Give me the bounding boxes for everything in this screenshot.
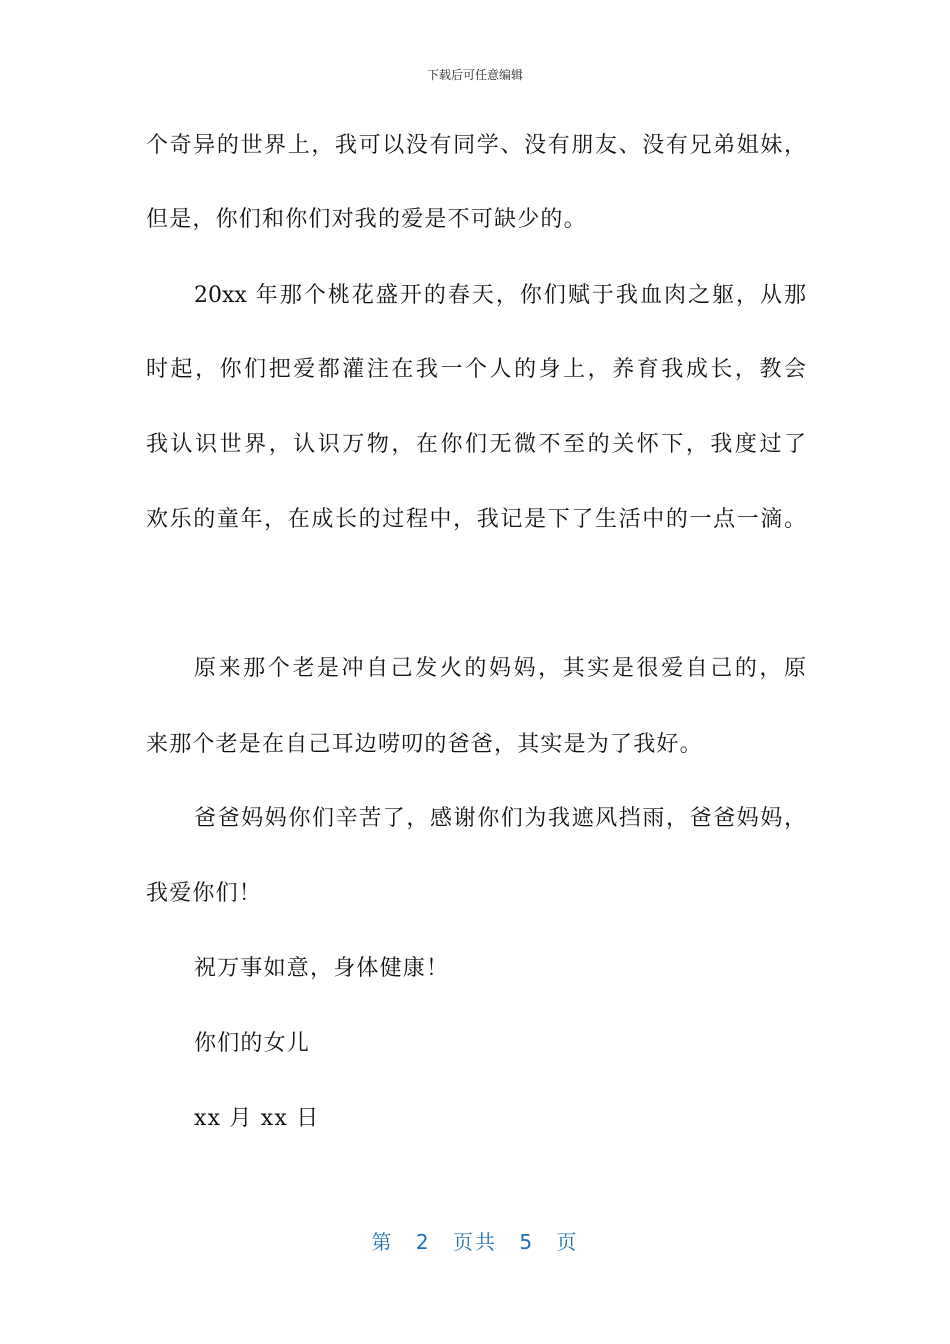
signature: 你们的女儿 [194, 1031, 311, 1056]
page-number: 第 2 页共 5 页 [371, 1230, 579, 1254]
header-note: 下载后可任意编辑 [426, 68, 523, 82]
body-line: 欢乐的童年，在成长的过程中，我记是下了生活中的一点一滴。 [146, 507, 806, 532]
body-line: 个奇异的世界上，我可以没有同学、没有朋友、没有兄弟姐妹， [146, 133, 806, 158]
body-line: 20xx 年那个桃花盛开的春天，你们赋于我血肉之躯，从那 [194, 283, 806, 308]
body-line: 时起，你们把爱都灌注在我一个人的身上，养育我成长，教会 [146, 357, 806, 382]
body-line: 来那个老是在自己耳边唠叨的爸爸，其实是为了我好。 [146, 732, 703, 757]
body-line: 我认识世界，认识万物，在你们无微不至的关怀下，我度过了 [146, 432, 806, 457]
closing-wish: 祝万事如意，身体健康！ [194, 956, 450, 981]
body-line: 但是，你们和你们对我的爱是不可缺少的。 [146, 207, 587, 232]
body-line: 爸爸妈妈你们辛苦了，感谢你们为我遮风挡雨，爸爸妈妈， [194, 806, 806, 831]
date-line: xx 月 xx 日 [194, 1106, 320, 1131]
body-line: 我爱你们！ [146, 881, 263, 906]
body-line: 原来那个老是冲自己发火的妈妈，其实是很爱自己的，原 [194, 656, 806, 681]
